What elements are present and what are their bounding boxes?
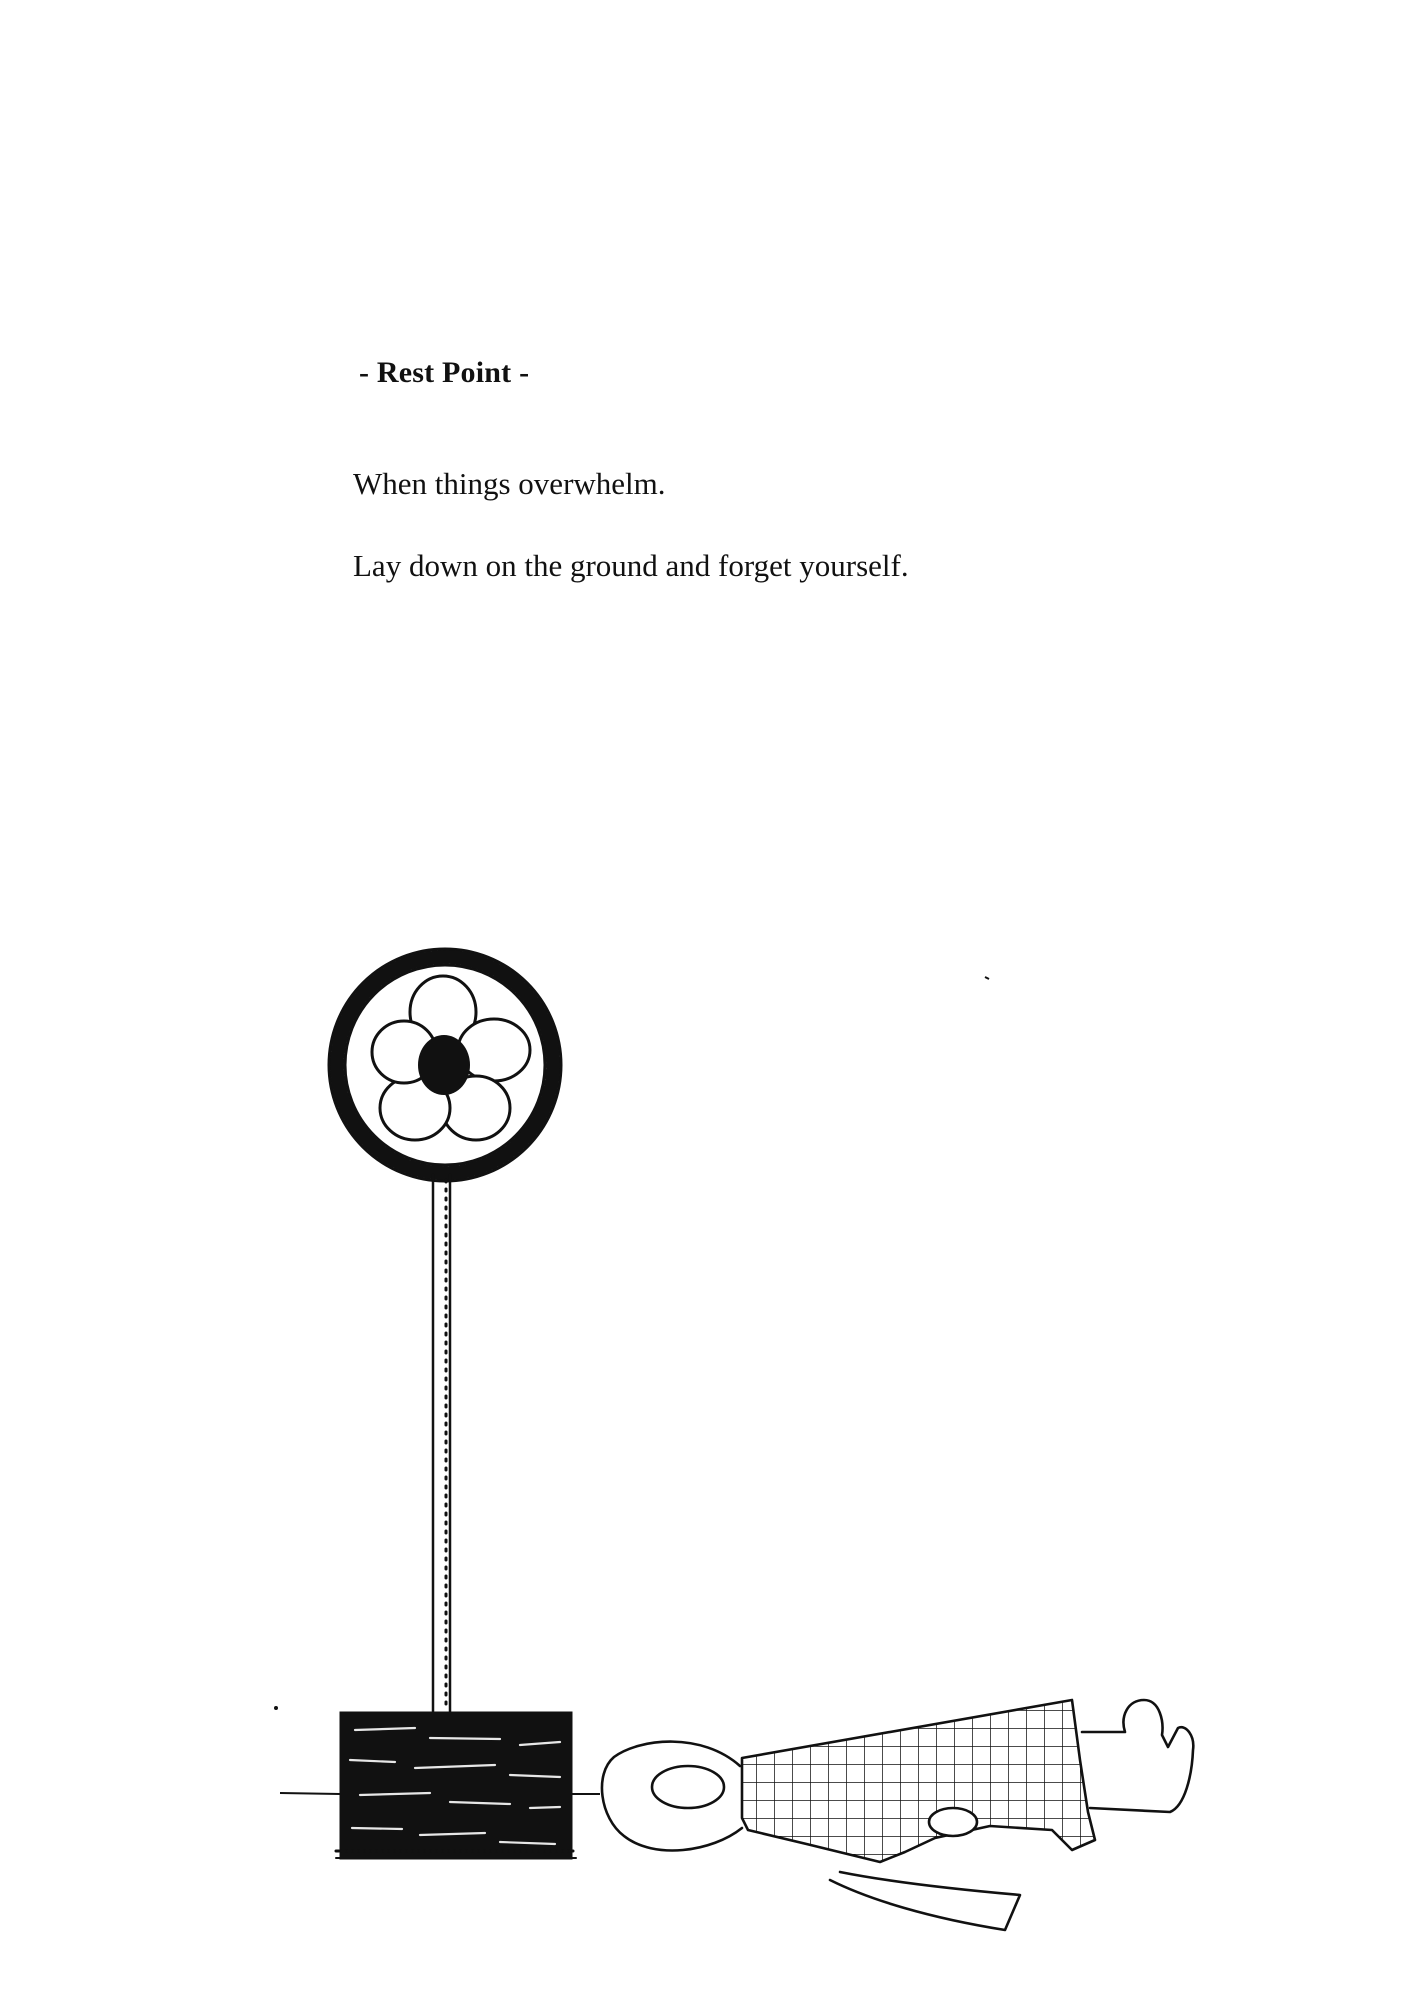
poem-line-1: When things overwhelm. (353, 466, 666, 501)
poem-title: - Rest Point - (359, 356, 530, 389)
poem-line-2: Lay down on the ground and forget yourself. (353, 548, 909, 583)
resting-person-icon (602, 1700, 1193, 1930)
standing-fan-icon (329, 949, 576, 1858)
ink-illustration (0, 900, 1410, 2000)
